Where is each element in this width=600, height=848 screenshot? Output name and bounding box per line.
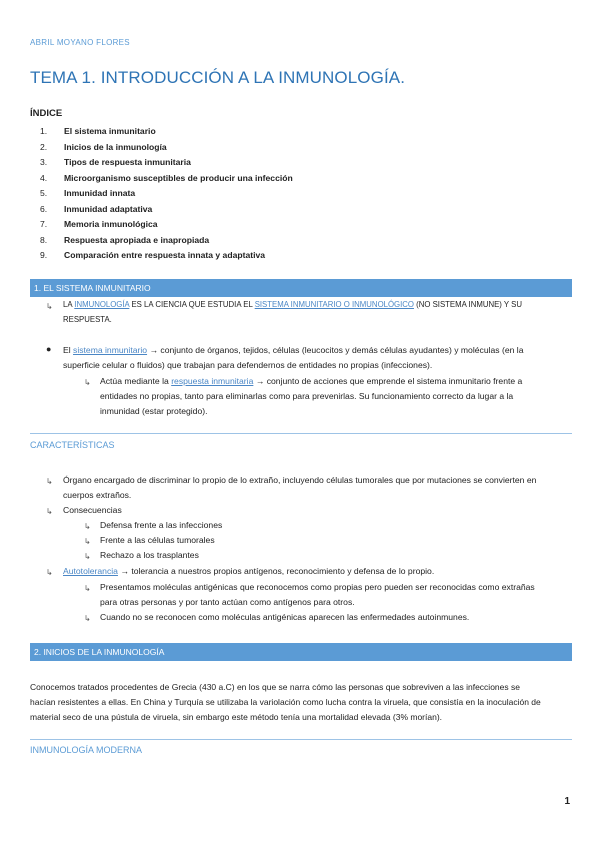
sistema-inmunitario-link[interactable]: SISTEMA INMUNITARIO O INMUNOLÓGICO xyxy=(254,300,414,309)
index-item: 1. El sistema inmunitario xyxy=(40,126,156,136)
inmunologia-link[interactable]: INMUNOLOGÍA xyxy=(74,300,130,309)
arrow-bullet-icon: ↳ xyxy=(46,477,53,486)
arrow-bullet-icon: ↳ xyxy=(84,584,91,593)
arrow-bullet-icon: ↳ xyxy=(84,537,91,546)
section-banner: 2. INICIOS DE LA INMUNOLOGÍA xyxy=(30,643,572,661)
arrow-bullet-icon: ↳ xyxy=(46,568,53,577)
arrow-bullet-icon: ↳ xyxy=(84,614,91,623)
body-line: Cuando no se reconocen como moléculas antigénicas aparecen las enfermedades autoinmunes. xyxy=(100,612,470,622)
list-item: Defensa frente a las infecciones xyxy=(100,520,223,530)
author-name: ABRIL MOYANO FLORES xyxy=(30,38,130,47)
index-item: 6. Inmunidad adaptativa xyxy=(40,203,153,214)
definition-line: LA INMUNOLOGÍA ES LA CIENCIA QUE ESTUDIA EL SISTEMA INMUNITARIO O INMUNOLÓGICO (NO SISTEMA INMUNE) Y SU xyxy=(63,300,522,309)
paragraph-line: material seco de una pústula de viruela, sin embargo este método tenía una mortalidad elevada (3% morían). xyxy=(30,712,443,722)
body-line: para otras personas y por tanto actúan como antígenos para otros. xyxy=(100,597,355,607)
body-line: Consecuencias xyxy=(63,505,122,515)
index-item: 7. Memoria inmunológica xyxy=(40,219,158,229)
definition-line: RESPUESTA. xyxy=(63,315,112,324)
paragraph-line: hacían resistentes a ellas. En China y Turquía se utilizaba la variolación como lucha contra la viruela, que consistía en la inoculación de xyxy=(30,697,541,707)
bullet-dot-icon: ● xyxy=(46,344,52,354)
arrow-bullet-icon: ↳ xyxy=(46,302,53,311)
arrow-bullet-icon: ↳ xyxy=(84,552,91,561)
index-item: 4. Microorganismo susceptibles de producir una infección xyxy=(40,172,293,183)
index-item: 9. Comparación entre respuesta innata y adaptativa xyxy=(40,250,266,260)
caracteristicas-heading: CARACTERÍSTICAS xyxy=(30,440,115,450)
paragraph-line: Conocemos tratados procedentes de Grecia (430 a.C) en los que se narra cómo las personas que sobreviven a las infecciones se xyxy=(30,682,520,692)
body-line: Órgano encargado de discriminar lo propio de lo extraño, incluyendo células tumorales que por mutaciones se convierten en xyxy=(63,475,537,485)
inmunologia-moderna-heading: INMUNOLOGÍA MODERNA xyxy=(30,745,143,755)
index-item: 2. Inicios de la inmunología xyxy=(40,141,167,152)
body-line: Presentamos moléculas antigénicas que reconocemos como propias pero pueden ser reconocidas como extrañas xyxy=(100,582,535,592)
list-item: Rechazo a los trasplantes xyxy=(100,550,199,560)
section-banner: 1. EL SISTEMA INMUNITARIO xyxy=(30,279,572,297)
body-line: inmunidad (estar protegido). xyxy=(100,406,208,416)
index-list xyxy=(40,124,293,264)
index-item: 8. Respuesta apropiada e inapropiada xyxy=(40,234,210,245)
sistema-inmunitario-term-link[interactable]: sistema inmunitario xyxy=(73,345,148,355)
body-line: El sistema inmunitario → conjunto de órganos, tejidos, células (leucocitos y demás células ayudantes) y moléculas (en la xyxy=(63,345,524,355)
index-heading: ÍNDICE xyxy=(30,108,63,119)
respuesta-inmunitaria-link[interactable]: respuesta inmunitaria xyxy=(171,376,254,386)
index-item: 5. Inmunidad innata xyxy=(40,188,136,198)
list-item: Frente a las células tumorales xyxy=(100,535,215,545)
arrow-bullet-icon: ↳ xyxy=(84,522,91,531)
index-item: 3. Tipos de respuesta inmunitaria xyxy=(40,157,191,167)
subheading-rule xyxy=(30,739,572,740)
body-line: superficie celular o fluidos) que trabajan para defendernos de entidades no propias (infecciones). xyxy=(63,360,433,370)
body-line: entidades no propias, tanto para eliminarlas como para prevenirlas. Su funcionamiento correcto da lugar a la xyxy=(100,391,514,401)
subheading-rule xyxy=(30,433,572,434)
page-number: 1 xyxy=(564,796,570,807)
page-title: TEMA 1. INTRODUCCIÓN A LA INMUNOLOGÍA. xyxy=(30,68,406,87)
arrow-bullet-icon: ↳ xyxy=(84,378,91,387)
autotolerancia-link[interactable]: Autotolerancia xyxy=(63,566,118,576)
body-line: Autotolerancia → tolerancia a nuestros propios antígenos, reconocimiento y defensa de lo propio. xyxy=(63,566,435,576)
arrow-bullet-icon: ↳ xyxy=(46,507,53,516)
body-line: Actúa mediante la respuesta inmunitaria → conjunto de acciones que emprende el sistema inmunitario frente a xyxy=(100,376,523,386)
body-line: cuerpos extraños. xyxy=(63,490,132,500)
